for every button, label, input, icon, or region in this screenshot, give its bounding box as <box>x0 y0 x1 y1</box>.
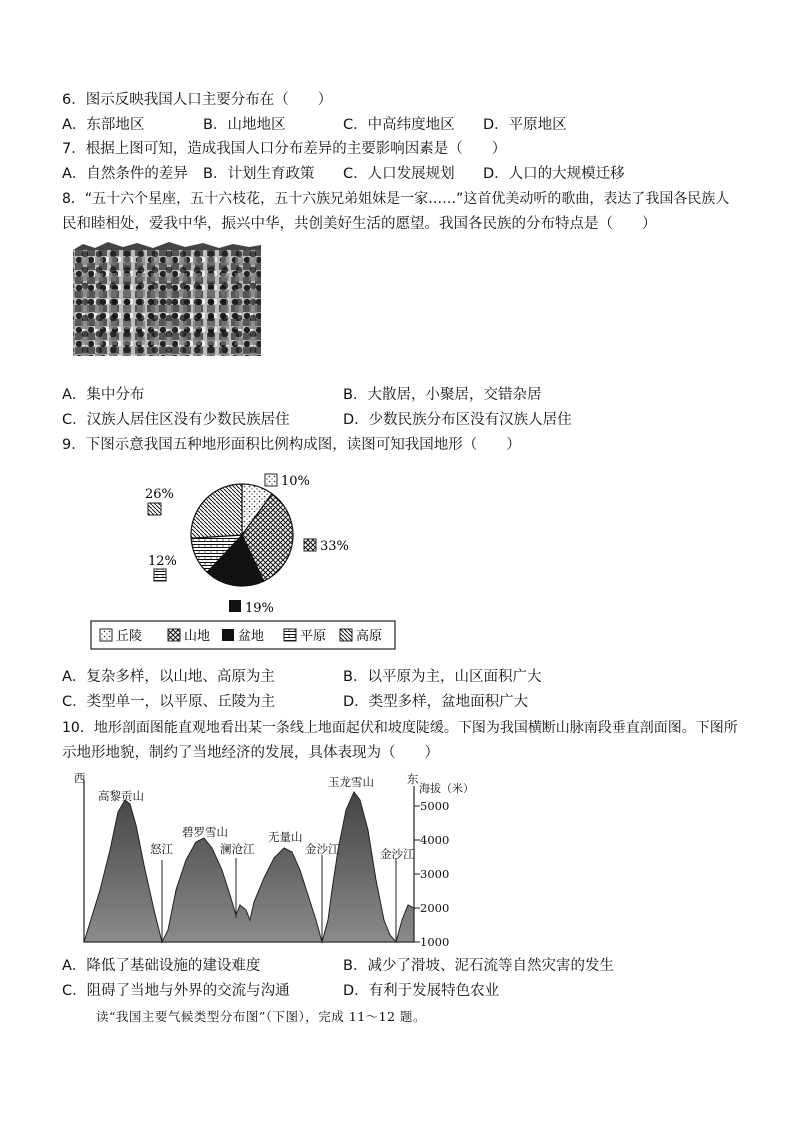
q6-option-b: B．山地地区 <box>203 117 286 133</box>
q6-option-d: D．平原地区 <box>483 117 567 133</box>
peak-wuliang: 无量山 <box>268 830 303 844</box>
q7-option-c: C．人口发展规划 <box>343 166 455 182</box>
east-label: 东 <box>407 772 419 786</box>
q7-option-d: D．人口的大规模迁移 <box>483 166 625 182</box>
legend-plain: 平原 <box>300 629 327 644</box>
hills-percent-label: 10% <box>281 474 310 489</box>
q7-stem: 7．根据上图可知，造成我国人口分布差异的主要影响因素是（ ） <box>62 141 507 157</box>
west-label: 西 <box>74 771 86 785</box>
q6-option-c: C．中高纬度地区 <box>343 117 455 133</box>
tick-5000: 5000 <box>420 799 450 813</box>
tick-3000: 3000 <box>420 867 450 881</box>
pie-legend <box>91 621 395 649</box>
q10-option-b: B．减少了滑坡、泥石流等自然灾害的发生 <box>343 958 614 974</box>
q10-option-a: A．降低了基础设施的建设难度 <box>62 958 261 974</box>
tick-2000: 2000 <box>420 901 450 915</box>
plain-percent-label: 12% <box>148 554 177 569</box>
q10-stem-line2: 示地形地貌，制约了当地经济的发展，具体表现为（ ） <box>62 745 439 761</box>
legend-plateau: 高原 <box>356 629 383 644</box>
river-nujiang: 怒江 <box>150 842 173 856</box>
q8-option-d: D．少数民族分布区没有汉族人居住 <box>343 412 572 428</box>
plateau-percent-label: 26% <box>145 487 174 502</box>
legend-hills: 丘陵 <box>116 629 143 644</box>
q8-option-a: A．集中分布 <box>62 387 145 403</box>
q8-option-b: B．大散居，小聚居，交错杂居 <box>343 387 542 403</box>
q6-option-a: A．东部地区 <box>62 117 145 133</box>
plateau-label-swatch <box>148 503 161 515</box>
q7-option-a: A．自然条件的差异 <box>62 166 188 182</box>
peak-gaoligong: 高黎贡山 <box>98 789 144 803</box>
q6-stem: 6．图示反映我国人口主要分布在（ ） <box>62 92 333 108</box>
q9-stem: 9．下图示意我国五种地形面积比例构成图，读图可知我国地形（ ） <box>62 437 521 453</box>
river-lancang: 澜沧江 <box>220 842 255 856</box>
q8-stem-line1: 8．“五十六个星座，五十六枝花，五十六族兄弟姐妹是一家……”这首优美动听的歌曲，表达了我国各民族人 <box>62 191 730 207</box>
pie-slice-plateau <box>191 484 242 538</box>
q9-option-a: A．复杂多样，以山地、高原为主 <box>62 669 275 685</box>
q8-option-c: C．汉族人居住区没有少数民族居住 <box>62 412 290 428</box>
mountain-percent-label: 33% <box>320 539 349 554</box>
hills-label-swatch <box>265 474 277 486</box>
terrain-profile <box>84 792 414 942</box>
peak-biluo: 碧罗雪山 <box>182 825 228 839</box>
hengduan-profile-diagram <box>70 770 480 950</box>
q7-option-b: B．计划生育政策 <box>203 166 315 182</box>
mountain-label-swatch <box>304 539 316 551</box>
q9-option-c: C．类型单一，以平原、丘陵为主 <box>62 694 276 710</box>
basin-label-swatch <box>229 600 241 612</box>
legend-mountain: 山地 <box>184 629 211 644</box>
legend-basin: 盆地 <box>238 629 265 644</box>
plain-label-swatch <box>154 569 166 581</box>
climate-map-instruction: 读“我国主要气候类型分布图”（下图），完成 11～12 题。 <box>96 1009 427 1024</box>
altitude-axis-title: 海拔（米） <box>419 782 474 795</box>
tick-4000: 4000 <box>420 833 450 847</box>
river-jinsha-2: 金沙江 <box>380 847 415 861</box>
terrain-pie-chart <box>88 465 398 655</box>
q10-option-d: D．有利于发展特色农业 <box>343 983 500 999</box>
ethnic-crowd-photo <box>73 242 261 363</box>
river-jinsha-1: 金沙江 <box>305 842 340 856</box>
q8-stem-line2: 民和睦相处，爱我中华，振兴中华，共创美好生活的愿望。我国各民族的分布特点是（ ） <box>62 216 657 232</box>
q10-option-c: C．阻碍了当地与外界的交流与沟通 <box>62 983 290 999</box>
q9-option-d: D．类型多样，盆地面积广大 <box>343 694 529 710</box>
tick-1000: 1000 <box>420 935 450 949</box>
peak-yulong: 玉龙雪山 <box>328 775 374 789</box>
q10-stem-line1: 10．地形剖面图能直观地看出某一条线上地面起伏和坡度陡缓。下图为我国横断山脉南段垂直剖面图。下图所 <box>62 720 738 736</box>
basin-percent-label: 19% <box>245 601 274 616</box>
q9-option-b: B．以平原为主，山区面积广大 <box>343 669 542 685</box>
